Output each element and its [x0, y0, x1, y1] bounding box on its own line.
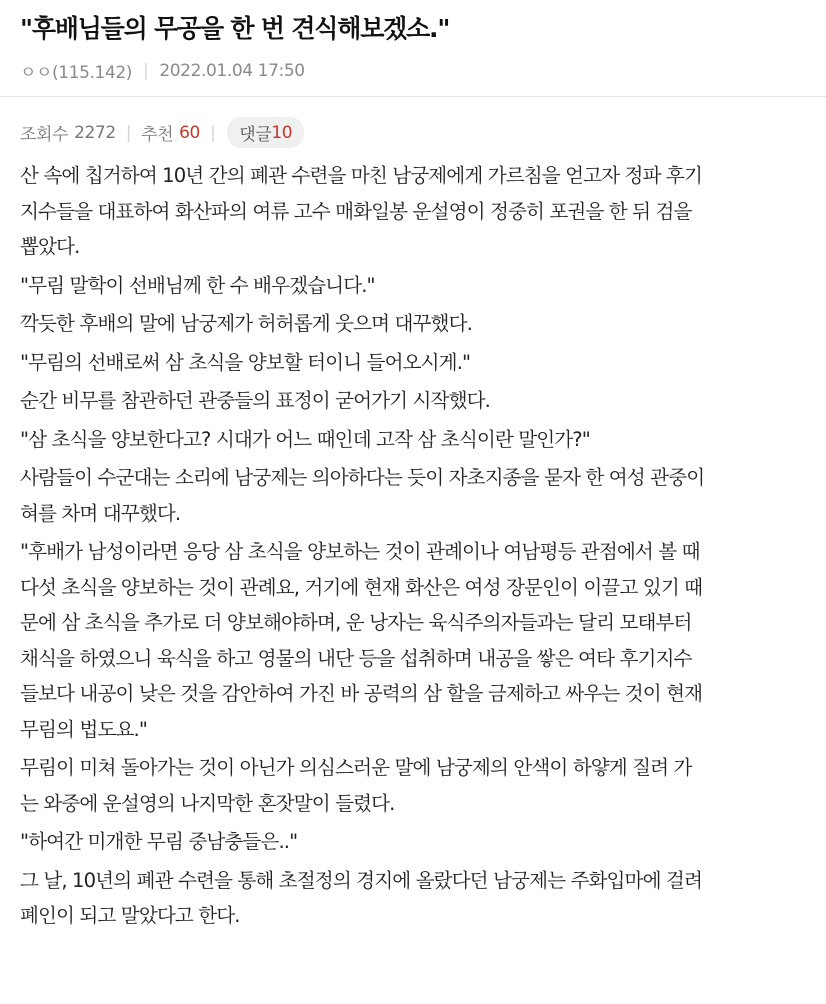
views-count: 2272 [74, 122, 116, 143]
body-paragraph [20, 863, 820, 934]
body-line: "무림의 선배로써 삼 초식을 양보할 터이니 들어오시게." [20, 350, 471, 374]
body-paragraph [20, 750, 820, 821]
body-line: 사람들이 수군대는 소리에 남궁제는 의아하다는 듯이 자초지종을 묻자 한 여성 관중이 [20, 466, 705, 489]
recommend-count: 60 [179, 122, 200, 143]
post-header [0, 0, 826, 97]
body-line: 채식을 하였으니 육식을 하고 영물의 내단 등을 섭취하며 내공을 쌓은 여타 후기지수 [20, 646, 692, 670]
comment-label: 댓글 [239, 125, 272, 145]
body-line: 산 속에 칩거하여 10년 간의 폐관 수련을 마친 남궁제에게 가르침을 얻고자 정파 후기 [20, 164, 702, 187]
body-line: "후배가 남성이라면 응당 삼 초식을 양보하는 것이 관례이나 여남평등 관점에서 볼 때 [20, 540, 700, 563]
body-line: "하여간 미개한 무림 중남충들은.." [20, 830, 298, 853]
body-line: 혀를 차며 대꾸했다. [20, 501, 181, 525]
body-line: 무림이 미쳐 돌아가는 것이 아닌가 의심스러운 말에 남궁제의 안색이 하얗게 질려 가 [20, 756, 692, 779]
post-stats [20, 117, 304, 148]
body-line: 폐인이 되고 말았다고 한다. [20, 904, 240, 927]
author-name[interactable]: ㅇㅇ(115.142) [20, 63, 133, 83]
post-date: 2022.01.04 17:50 [159, 60, 305, 81]
post-body [20, 158, 820, 937]
body-line: 는 와중에 운설영의 나지막한 혼잣말이 들렸다. [20, 791, 395, 815]
body-line: "무림 말학이 선배님께 한 수 배우겠습니다." [20, 273, 375, 297]
body-line: 문에 삼 초식을 추가로 더 양보해야하며, 운 낭자는 육식주의자들과는 달리 모태부터 [20, 611, 692, 634]
meta-divider: | [143, 60, 149, 81]
stats-divider: | [125, 122, 132, 143]
body-paragraph [20, 824, 820, 860]
recommend-label: 추천 [141, 125, 174, 145]
stats-divider: | [209, 122, 216, 143]
body-paragraph [20, 383, 820, 419]
body-paragraph [20, 534, 820, 747]
body-line: 지수들을 대표하여 화산파의 여류 고수 매화일봉 운설영이 정중히 포권을 한 뒤 검을 [20, 199, 692, 223]
post-title: "후배님들의 무공을 한 번 견식해보겠소." [20, 14, 450, 43]
body-paragraph [20, 460, 820, 531]
body-line: 무림의 법도요." [20, 717, 147, 741]
body-line: "삼 초식을 양보한다고? 시대가 어느 때인데 고작 삼 초식이란 말인가?" [20, 427, 590, 451]
body-paragraph [20, 422, 820, 458]
body-line: 들보다 내공이 낮은 것을 감안하여 가진 바 공력의 삼 할을 금제하고 싸우는 것이 현재 [20, 682, 703, 705]
body-line: 순간 비무를 참관하던 관중들의 표정이 굳어가기 시작했다. [20, 389, 490, 412]
body-line: 다섯 초식을 양보하는 것이 관례요, 거기에 현재 화산은 여성 장문인이 이끌고 있기 때 [20, 575, 703, 599]
comment-button[interactable] [227, 117, 304, 148]
body-line: 깍듯한 후배의 말에 남궁제가 허허롭게 웃으며 대꾸했다. [20, 312, 472, 335]
body-paragraph [20, 268, 820, 304]
body-paragraph [20, 306, 820, 342]
comment-count: 10 [271, 122, 293, 143]
body-paragraph [20, 158, 820, 265]
body-line: 뽑았다. [20, 235, 80, 258]
post-meta [20, 58, 806, 83]
body-paragraph [20, 345, 820, 381]
body-line: 그 날, 10년의 폐관 수련을 통해 초절정의 경지에 올랐다던 남궁제는 주화입마에 걸려 [20, 868, 702, 892]
views-label: 조회수 [20, 125, 69, 145]
